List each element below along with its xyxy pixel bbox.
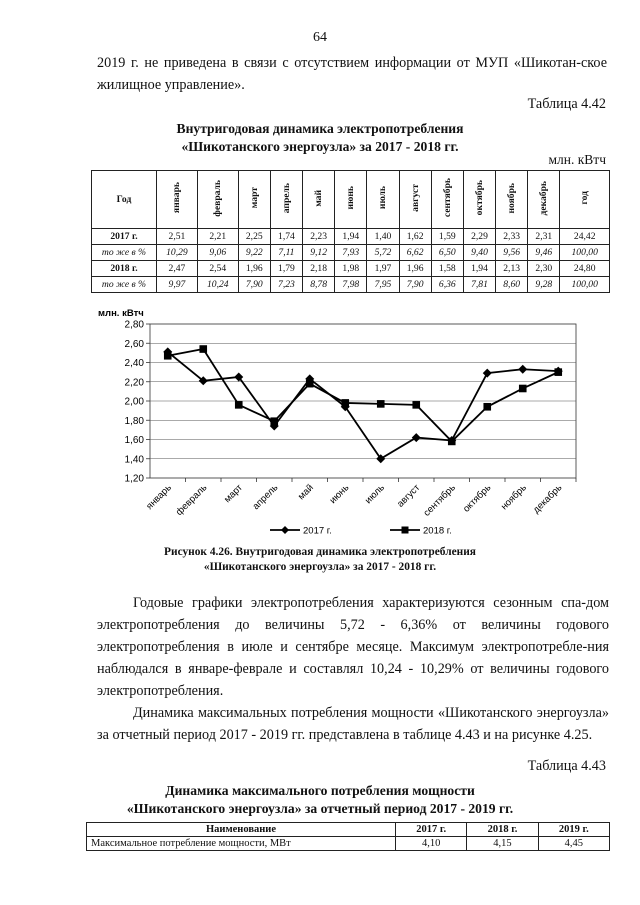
table-442-label: Таблица 4.42 [527,96,606,112]
t443-value-2018: 4,15 [467,837,538,851]
table-cell: 2,47 [157,261,198,277]
data-point [377,400,385,408]
data-point [235,401,243,409]
table-cell: 1,40 [367,229,399,245]
table-cell: 6,36 [431,277,463,293]
t443-header-2018: 2018 г. [467,823,538,837]
x-tick-label: июль [363,482,387,507]
figure-caption-line2: «Шикотанского энергоузла» за 2017 - 2018 гг. [203,561,437,573]
row-label: 2018 г. [92,261,157,277]
table-cell: 8,78 [303,277,335,293]
table-cell: 100,00 [560,245,610,261]
chart-x-ticks [144,478,576,519]
table-443-row [87,837,610,851]
table-cell: 2,18 [303,261,335,277]
table-cell: 2,54 [197,261,238,277]
data-point [554,368,562,376]
table-cell: 2,23 [303,229,335,245]
table-cell: 2,31 [528,229,560,245]
x-tick-label: октябрь [461,482,494,515]
header-month-label: январь [171,182,183,214]
table-cell: 2,51 [157,229,198,245]
data-point [412,401,420,409]
header-month-label: февраль [212,179,224,217]
t443-header-2019: 2019 г. [538,823,609,837]
chart-ylabel: млн. кВтч [98,308,144,319]
figure-caption [0,545,640,575]
table-cell: 7,90 [238,277,270,293]
table-cell: 2,29 [463,229,495,245]
table-cell: 24,42 [560,229,610,245]
table-cell: 7,11 [270,245,302,261]
table-row [92,261,610,277]
table-body [92,229,610,293]
max-power-table [86,822,610,851]
table-cell: 1,59 [431,229,463,245]
table-443-header-row [87,823,610,837]
table-cell: 9,06 [197,245,238,261]
table-cell: 1,74 [270,229,302,245]
legend-marker [402,527,409,534]
data-point [448,438,456,446]
header-month-label: июнь [345,186,357,210]
x-tick-label: декабрь [531,482,565,516]
table-cell: 1,58 [431,261,463,277]
table-cell: 7,98 [335,277,367,293]
intro-text: 2019 г. не приведена в связи с отсутствием информации от МУП «Шикотан-ское жилищное управление». [97,55,607,93]
y-tick-label: 2,20 [124,377,144,389]
data-point [518,365,527,374]
header-month [303,171,335,229]
x-tick-label: май [295,482,316,503]
y-tick-label: 1,40 [124,454,144,466]
paragraph-1: Годовые графики электропотребления характеризуются сезонным спа-дом электропотребления до величины 5,72 - 6,36% от величины годового электропотребления в июле и сентябре месяце. Максимум электропотребле-ния наблюдался в январе-феврале и составлял 10,24 - 10,29% от величины годового электропотребления. [97,595,609,699]
table-cell: 6,50 [431,245,463,261]
table-cell: 10,24 [197,277,238,293]
table-row [92,245,610,261]
table-cell: 9,12 [303,245,335,261]
legend-label: 2017 г. [303,525,332,537]
y-tick-label: 1,80 [124,415,144,427]
table-cell: 7,93 [335,245,367,261]
table-443-label: Таблица 4.43 [527,758,606,774]
x-tick-label: август [395,482,423,510]
header-month-label: год [579,191,591,205]
x-tick-label: ноябрь [498,482,529,513]
table-cell: 24,80 [560,261,610,277]
data-point [341,399,349,407]
header-month [463,171,495,229]
t443-header-2017: 2017 г. [396,823,467,837]
paragraph-2: Динамика максимальных потребления мощности «Шикотанского энергоузла» за отчетный период 2017 - 2019 гг. представлена в таблице 4.43 и на рисунке 4.25. [97,705,609,743]
y-tick-label: 2,80 [124,319,144,331]
data-point [306,380,314,388]
chart-y-ticks [125,320,150,485]
x-tick-label: январь [144,482,174,512]
table-442-title-line1: Внутригодовая динамика электропотребления [176,121,464,136]
table-443-title-line2: «Шикотанского энергоузла» за отчетный период 2017 - 2019 гг. [126,801,514,816]
figure-caption-line1: Рисунок 4.26. Внутригодовая динамика электропотребления [164,546,476,558]
data-point [270,417,278,425]
header-month [560,171,610,229]
header-month [157,171,198,229]
table-cell: 9,56 [496,245,528,261]
table-cell: 5,72 [367,245,399,261]
table-cell: 6,62 [399,245,431,261]
table-cell: 7,95 [367,277,399,293]
table-443-title [0,782,640,818]
header-month [270,171,302,229]
y-tick-label: 2,00 [124,396,144,408]
table-cell: 9,97 [157,277,198,293]
header-month-label: октябрь [473,180,485,216]
table-row [92,229,610,245]
header-month [399,171,431,229]
chart-legend [270,526,452,537]
x-tick-label: апрель [250,482,281,513]
y-tick-label: 1,20 [124,473,144,485]
table-cell: 2,21 [197,229,238,245]
table-cell: 1,79 [270,261,302,277]
y-tick-label: 2,40 [124,358,144,369]
table-cell: 1,96 [238,261,270,277]
x-tick-label: февраль [173,482,210,518]
header-month [367,171,399,229]
data-point [199,345,207,353]
series-line [168,352,559,459]
legend-label: 2018 г. [423,525,452,537]
table-cell: 1,94 [463,261,495,277]
table-cell: 2,33 [496,229,528,245]
t443-row-label: Максимальное потребление мощности, МВт [87,837,396,851]
legend-marker [281,526,289,534]
header-year: Год [92,171,157,229]
t443-value-2017: 4,10 [396,837,467,851]
table-cell: 9,28 [528,277,560,293]
header-month [238,171,270,229]
row-label: то же в % [92,245,157,261]
header-month [528,171,560,229]
header-month [431,171,463,229]
table-cell: 1,62 [399,229,431,245]
table-cell: 100,00 [560,277,610,293]
table-cell: 8,60 [496,277,528,293]
table-cell: 2,13 [496,261,528,277]
header-month [335,171,367,229]
row-label: то же в % [92,277,157,293]
header-month-label: декабрь [538,180,550,216]
table-cell: 1,98 [335,261,367,277]
page-number: 64 [313,30,327,45]
x-tick-label: июнь [327,482,352,507]
header-month-label: март [248,187,260,209]
consumption-table [91,170,610,293]
data-point [412,433,421,442]
table-cell: 1,96 [399,261,431,277]
header-month [496,171,528,229]
data-point [519,385,527,393]
data-point [164,352,172,360]
chart-lines [163,345,563,463]
table-442-units: млн. кВтч [548,152,606,167]
header-month-label: ноябрь [506,182,518,214]
data-point [483,403,491,411]
table-cell: 9,40 [463,245,495,261]
x-tick-label: сентябрь [421,482,458,519]
table-header-row [92,171,610,229]
table-cell: 1,97 [367,261,399,277]
header-month-label: апрель [280,182,292,214]
table-442-title [0,120,640,156]
y-tick-label: 2,60 [124,338,144,350]
series-line [168,349,559,441]
table-cell: 9,46 [528,245,560,261]
data-point [483,369,492,378]
header-month-label: август [409,184,421,212]
row-label: 2017 г. [92,229,157,245]
table-row [92,277,610,293]
t443-header-name: Наименование [87,823,396,837]
chart-grid [150,324,576,478]
consumption-chart [90,306,590,542]
table-cell: 7,81 [463,277,495,293]
t443-value-2019: 4,45 [538,837,609,851]
table-443-title-line1: Динамика максимального потребления мощности [165,783,475,798]
table-cell: 9,22 [238,245,270,261]
table-cell: 2,30 [528,261,560,277]
table-cell: 2,25 [238,229,270,245]
table-442-title-line2: «Шикотанского энергоузла» за 2017 - 2018 гг. [181,139,459,154]
table-cell: 10,29 [157,245,198,261]
table-cell: 1,94 [335,229,367,245]
header-month-label: сентябрь [441,178,453,218]
header-month-label: май [313,189,325,207]
x-tick-label: март [222,482,245,506]
header-month [197,171,238,229]
table-cell: 7,90 [399,277,431,293]
table-cell: 7,23 [270,277,302,293]
y-tick-label: 1,60 [124,435,144,446]
header-month-label: июль [377,186,389,210]
